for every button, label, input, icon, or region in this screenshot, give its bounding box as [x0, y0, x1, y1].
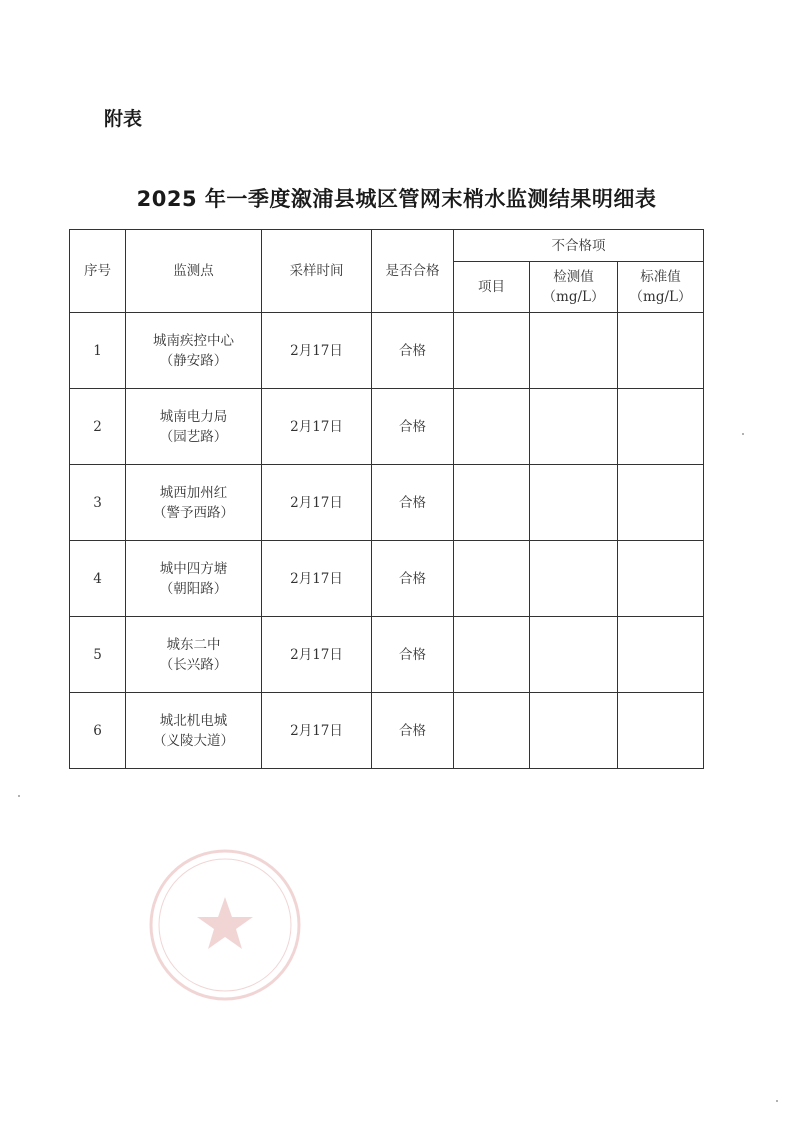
cell-qualified: 合格 — [372, 693, 454, 769]
cell-standard — [618, 617, 704, 693]
header-measured-label: 检测值 — [553, 269, 594, 285]
official-seal-stamp — [145, 845, 305, 1005]
cell-seq: 5 — [70, 617, 126, 693]
cell-measured — [530, 313, 618, 389]
cell-item — [454, 617, 530, 693]
header-seq: 序号 — [70, 230, 126, 313]
site-road: （义陵大道） — [153, 732, 234, 749]
site-road: （警予西路） — [153, 504, 234, 521]
seal-star-icon — [197, 897, 253, 949]
cell-measured — [530, 465, 618, 541]
cell-site — [126, 617, 262, 693]
cell-time: 2月17日 — [262, 617, 372, 693]
cell-site — [126, 313, 262, 389]
site-road: （静安路） — [159, 352, 228, 369]
header-nonconforming: 不合格项 — [454, 230, 704, 262]
cell-qualified: 合格 — [372, 617, 454, 693]
cell-qualified: 合格 — [372, 389, 454, 465]
site-name: 城南电力局 — [159, 408, 228, 425]
header-standard — [618, 262, 704, 313]
site-name: 城北机电城 — [159, 712, 228, 729]
cell-site — [126, 389, 262, 465]
cell-time: 2月17日 — [262, 313, 372, 389]
header-standard-label: 标准值 — [640, 269, 681, 285]
cell-site — [126, 541, 262, 617]
cell-measured — [530, 389, 618, 465]
cell-standard — [618, 313, 704, 389]
site-road: （朝阳路） — [159, 580, 228, 597]
header-standard-unit: （mg/L） — [629, 289, 692, 305]
cell-item — [454, 541, 530, 617]
cell-time: 2月17日 — [262, 541, 372, 617]
cell-measured — [530, 617, 618, 693]
page-title: 2025 年一季度溆浦县城区管网末梢水监测结果明细表 — [136, 187, 657, 211]
cell-standard — [618, 465, 704, 541]
cell-measured — [530, 541, 618, 617]
table-row — [70, 693, 704, 769]
cell-seq: 6 — [70, 693, 126, 769]
header-measured-unit: （mg/L） — [542, 289, 605, 305]
header-site: 监测点 — [126, 230, 262, 313]
cell-seq: 1 — [70, 313, 126, 389]
cell-item — [454, 465, 530, 541]
site-name: 城南疾控中心 — [153, 332, 234, 349]
table-row — [70, 389, 704, 465]
site-name: 城东二中 — [166, 636, 221, 653]
scan-speck — [742, 433, 744, 435]
cell-qualified: 合格 — [372, 313, 454, 389]
cell-qualified: 合格 — [372, 465, 454, 541]
cell-site — [126, 465, 262, 541]
site-road: （长兴路） — [159, 656, 228, 673]
cell-measured — [530, 693, 618, 769]
cell-site — [126, 693, 262, 769]
header-qualified: 是否合格 — [372, 230, 454, 313]
table-row — [70, 465, 704, 541]
cell-time: 2月17日 — [262, 693, 372, 769]
cell-item — [454, 389, 530, 465]
annex-label: 附表 — [104, 108, 143, 130]
cell-item — [454, 693, 530, 769]
header-item: 项目 — [454, 262, 530, 313]
cell-time: 2月17日 — [262, 389, 372, 465]
table-row — [70, 313, 704, 389]
site-name: 城中四方塘 — [159, 560, 228, 577]
table-row — [70, 541, 704, 617]
cell-time: 2月17日 — [262, 465, 372, 541]
header-row-top — [70, 230, 704, 262]
cell-standard — [618, 693, 704, 769]
cell-seq: 3 — [70, 465, 126, 541]
site-road: （园艺路） — [159, 428, 228, 445]
header-sampling-time: 采样时间 — [262, 230, 372, 313]
scan-speck — [18, 795, 20, 797]
cell-qualified: 合格 — [372, 541, 454, 617]
table-row — [70, 617, 704, 693]
cell-standard — [618, 389, 704, 465]
cell-item — [454, 313, 530, 389]
scan-speck — [776, 1100, 778, 1102]
site-name: 城西加州红 — [159, 484, 228, 501]
cell-standard — [618, 541, 704, 617]
cell-seq: 2 — [70, 389, 126, 465]
header-measured — [530, 262, 618, 313]
cell-seq: 4 — [70, 541, 126, 617]
monitoring-results-table — [69, 229, 704, 769]
